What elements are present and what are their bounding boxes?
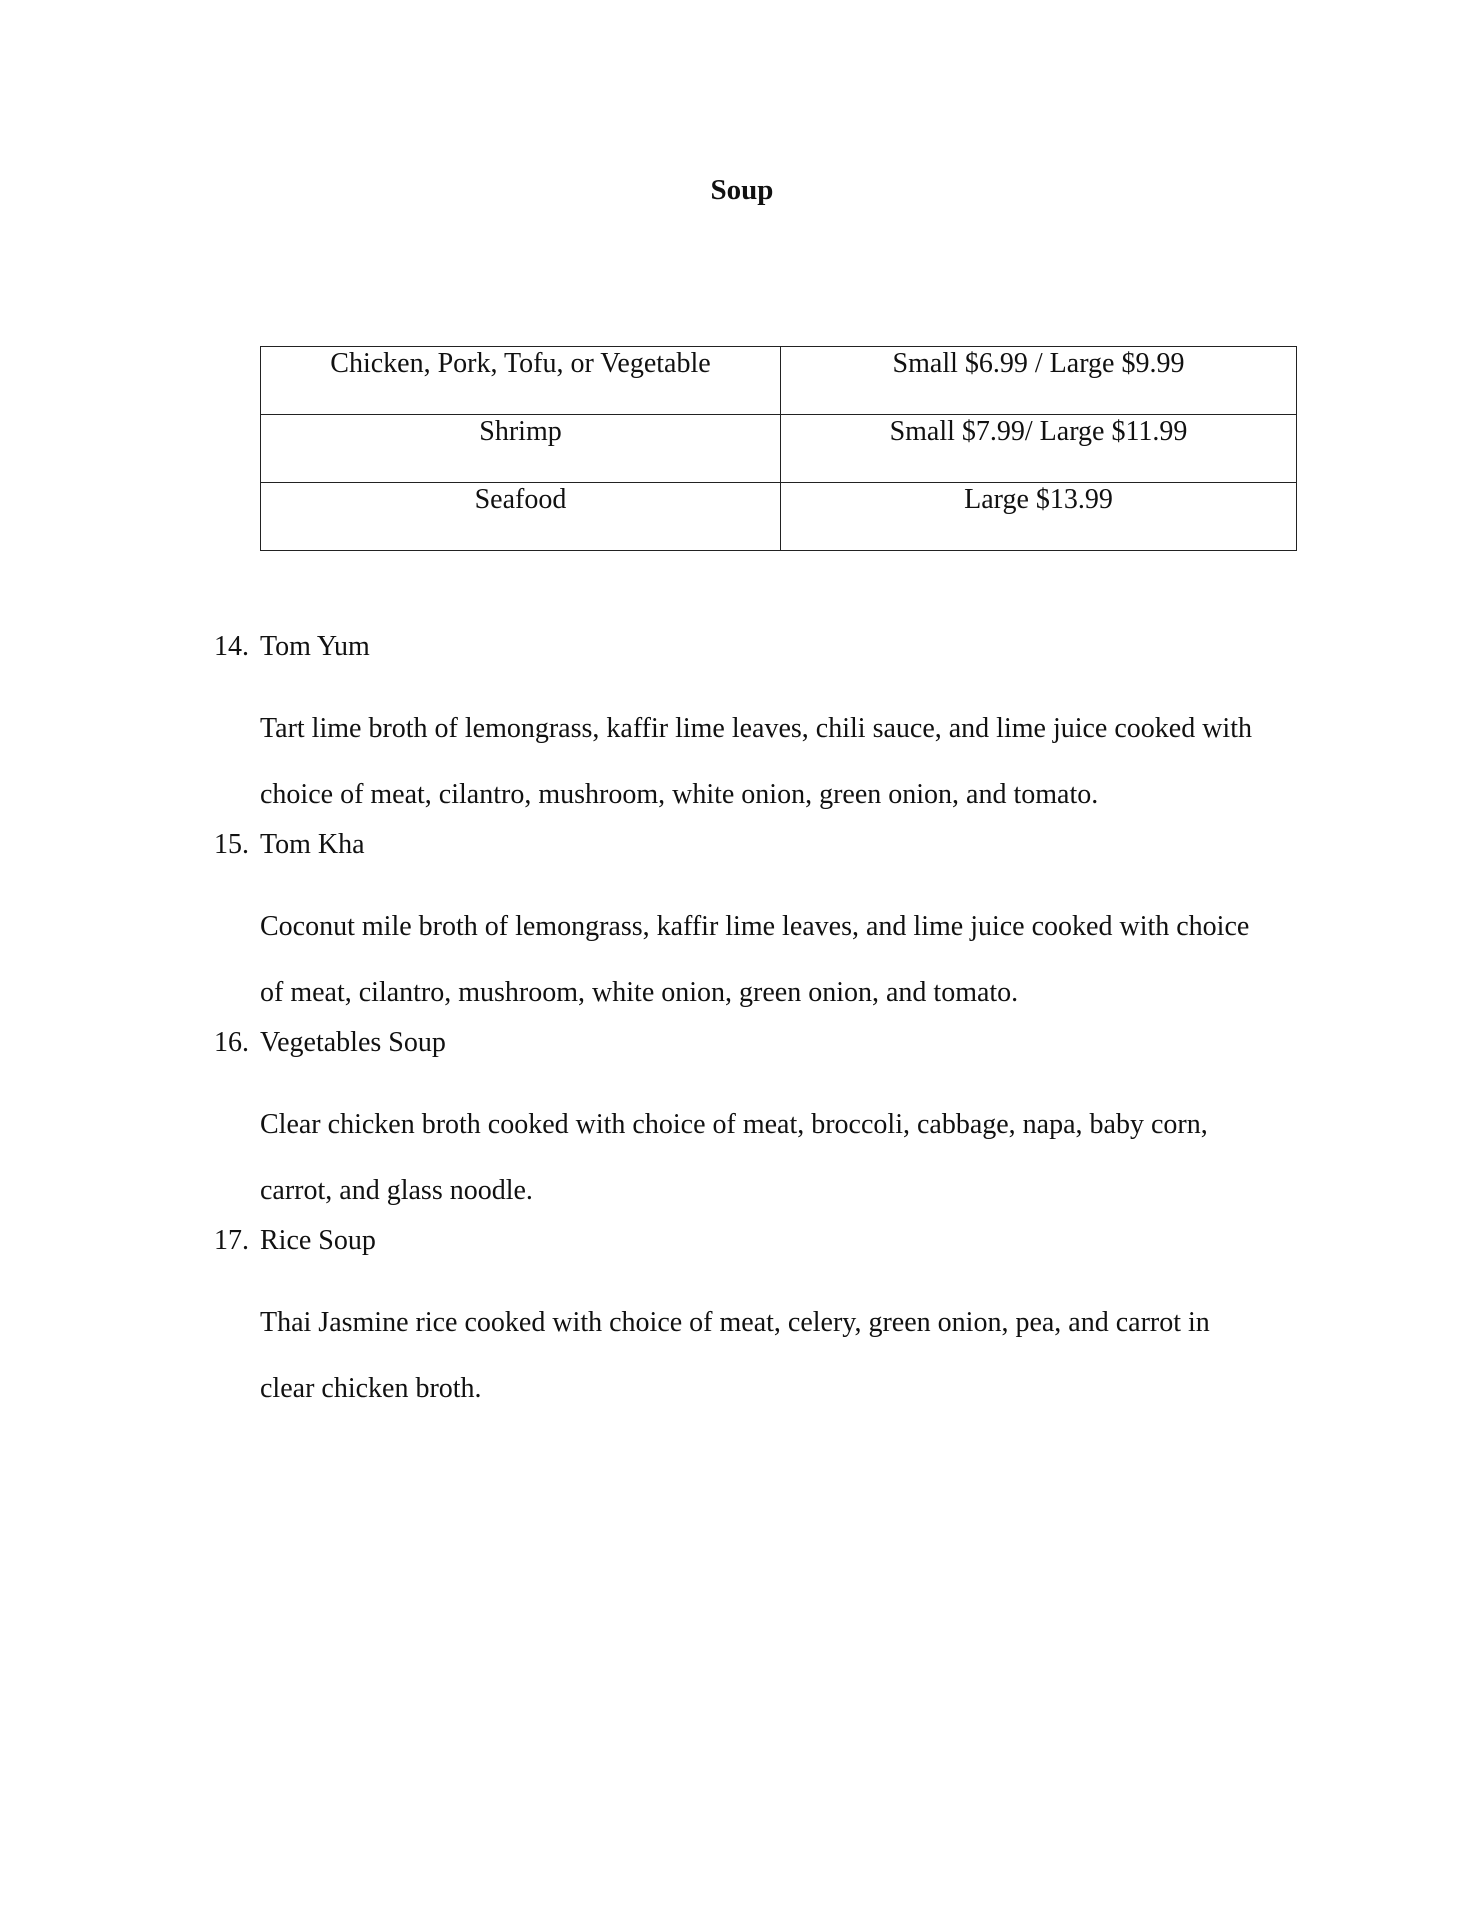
table-cell-price	[781, 347, 1297, 415]
description-line: Coconut mile broth of lemongrass, kaffir lime leaves, and lime juice cooked with choice	[260, 911, 1250, 942]
price-table	[260, 346, 1297, 551]
menu-item-name: Tom Kha	[260, 829, 365, 860]
menu-list	[214, 630, 1314, 1422]
description-line: Thai Jasmine rice cooked with choice of meat, celery, green onion, pea, and carrot in	[260, 1307, 1210, 1338]
price-label: Small $7.99/ Large $11.99	[889, 416, 1188, 447]
menu-item-vegetables-soup	[214, 1026, 1314, 1224]
table-cell-item	[261, 415, 781, 483]
page-title: Soup	[710, 174, 774, 206]
menu-item-heading	[214, 1026, 1314, 1092]
menu-item-description	[214, 1290, 1314, 1422]
description-line: of meat, cilantro, mushroom, white onion, green onion, and tomato.	[260, 977, 1019, 1008]
menu-item-name: Vegetables Soup	[260, 1027, 446, 1058]
table-cell-item	[261, 483, 781, 551]
menu-item-description	[214, 696, 1314, 828]
menu-item-description	[214, 894, 1314, 1026]
item-label: Seafood	[474, 484, 567, 515]
menu-item-heading	[214, 630, 1314, 696]
menu-item-description	[214, 1092, 1314, 1224]
description-line: Tart lime broth of lemongrass, kaffir lime leaves, chili sauce, and lime juice cooked with	[260, 713, 1252, 744]
description-line: Clear chicken broth cooked with choice of meat, broccoli, cabbage, napa, baby corn,	[260, 1109, 1208, 1140]
table-row	[261, 415, 1297, 483]
menu-item-name: Tom Yum	[260, 631, 370, 662]
menu-item-number: 15.	[214, 829, 249, 860]
menu-item-number: 14.	[214, 631, 249, 662]
description-line: choice of meat, cilantro, mushroom, white onion, green onion, and tomato.	[260, 779, 1099, 810]
item-label: Chicken, Pork, Tofu, or Vegetable	[330, 348, 711, 379]
description-line: clear chicken broth.	[260, 1373, 482, 1404]
table-cell-item	[261, 347, 781, 415]
table-row	[261, 483, 1297, 551]
menu-item-tom-kha	[214, 828, 1314, 1026]
menu-item-name: Rice Soup	[260, 1225, 376, 1256]
description-line: carrot, and glass noodle.	[260, 1175, 533, 1206]
table-cell-price	[781, 415, 1297, 483]
price-label: Small $6.99 / Large $9.99	[892, 348, 1185, 379]
item-label: Shrimp	[479, 416, 562, 447]
table-cell-price	[781, 483, 1297, 551]
menu-item-tom-yum	[214, 630, 1314, 828]
menu-item-rice-soup	[214, 1224, 1314, 1422]
table-row	[261, 347, 1297, 415]
menu-item-heading	[214, 828, 1314, 894]
menu-item-heading	[214, 1224, 1314, 1290]
price-label: Large $13.99	[964, 484, 1113, 515]
menu-item-number: 17.	[214, 1225, 249, 1256]
menu-item-number: 16.	[214, 1027, 249, 1058]
